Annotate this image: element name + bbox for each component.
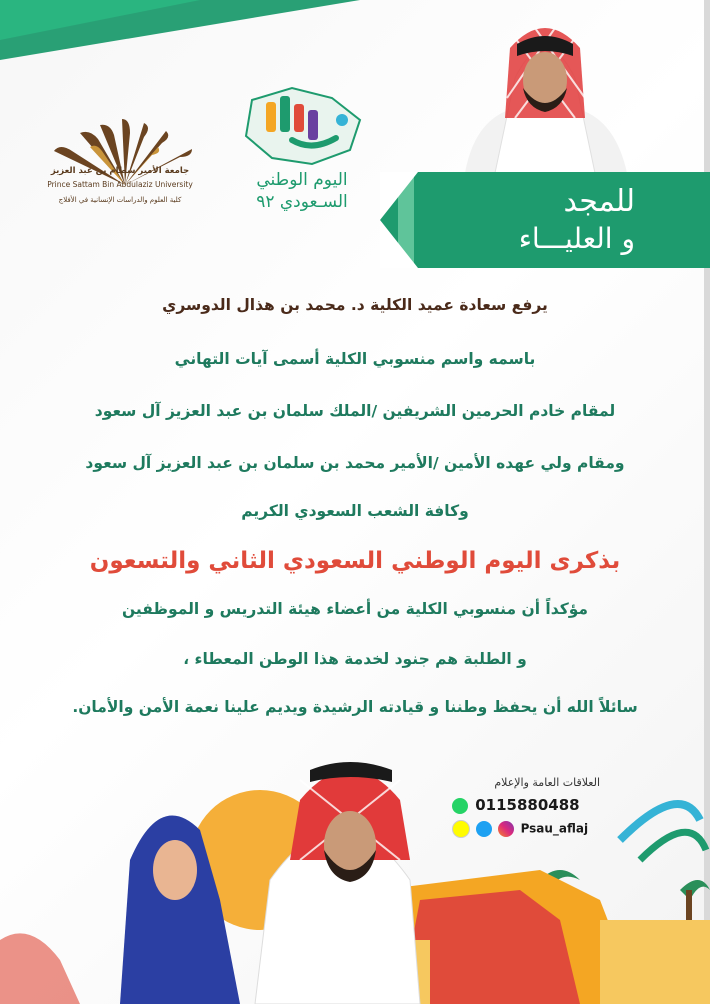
message-headline: بذكرى اليوم الوطني السعودي الثاني والتسعون — [89, 548, 621, 574]
banner-notch-top — [380, 172, 418, 220]
university-name-en: Prince Sattam Bin Abdulaziz University — [47, 180, 193, 189]
message-line-6: مؤكداً أن منسوبي الكلية من أعضاء هيئة التدريس و الموظفين — [121, 600, 589, 618]
national-day-logo — [232, 80, 372, 170]
message-line-5: وكافة الشعب السعودي الكريم — [241, 502, 469, 520]
twitter-icon[interactable] — [476, 821, 492, 837]
message-line-8: سائلاً الله أن يحفظ وطننا و قيادته الرشيدة ويديم علينا نعمة الأمن والأمان. — [72, 698, 638, 716]
national-day-title: اليوم الوطني — [256, 170, 348, 190]
snapchat-icon[interactable] — [452, 820, 470, 838]
banner-notch-bottom — [380, 220, 418, 268]
social-handle: Psau_aflaj — [520, 821, 589, 836]
message-line-4: ومقام ولي عهده الأمين /الأمير محمد بن سلمان بن عبد العزيز آل سعود — [85, 454, 625, 472]
banner-line-2: و العليـــاء — [518, 222, 635, 255]
instagram-icon[interactable] — [498, 821, 514, 837]
contact-title: العلاقات العامة والإعلام — [494, 776, 600, 789]
college-name: كلية العلوم والدراسات الإنسانية في الأفلاج — [58, 196, 182, 204]
phone-number: 0115880488 — [475, 796, 580, 814]
contact-phone[interactable] — [452, 796, 580, 814]
message-line-3: لمقام خادم الحرمين الشريفين /الملك سلمان بن عبد العزيز آل سعود — [94, 402, 616, 420]
whatsapp-icon[interactable] — [452, 798, 468, 814]
university-name-ar: جامعة الأمير سطام بن عبد العزيز — [50, 166, 190, 176]
illustration-scene — [0, 740, 710, 1004]
corner-decoration-light — [0, 0, 200, 40]
message-line-1: يرفع سعادة عميد الكلية د. محمد بن هذال الدوسري — [162, 296, 548, 314]
message-line-7: و الطلبة هم جنود لخدمة هذا الوطن المعطاء ، — [183, 650, 527, 668]
national-day-subtitle: السـعودي ٩٢ — [256, 192, 348, 212]
message-line-2: باسمه واسم منسوبي الكلية أسمى آيات التهاني — [174, 350, 536, 368]
contact-handle[interactable] — [452, 820, 588, 838]
banner-line-1: للمجد — [563, 184, 635, 219]
dean-portrait — [455, 8, 635, 173]
